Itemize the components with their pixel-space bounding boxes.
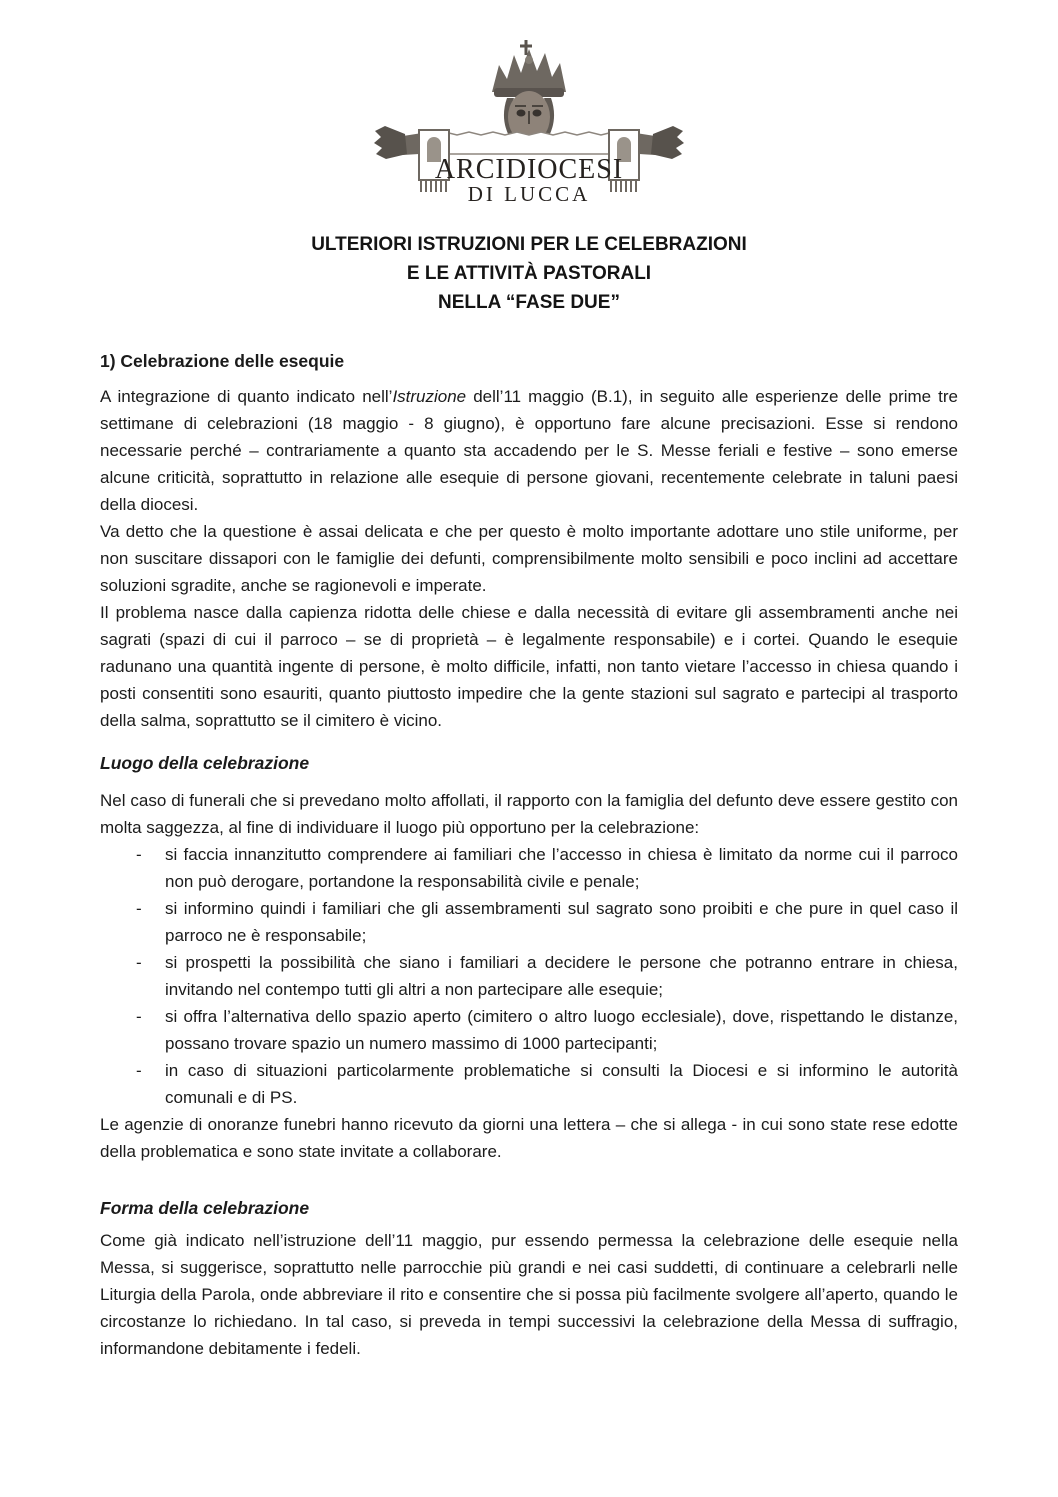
dash-marker: - — [136, 953, 142, 972]
paragraph-luogo-intro: Nel caso di funerali che si prevedano molto affollati, il rapporto con la famiglia del defunto deve essere gestito con molta saggezza, al fine di individuare il luogo più opportuno per la celebrazione: — [100, 791, 958, 837]
list-item — [100, 841, 958, 895]
left-hand-icon — [374, 126, 407, 159]
paragraph-il-problema: Il problema nasce dalla capienza ridotta delle chiese e dalla necessità di evitare gli assembramenti anche nei sagrati (spazi di cui il parroco – se di proprietà – è legalmente responsabile) e i cortei. Quando le esequie radunano una quantità ingente di persone, è molto difficile, infatti, non tanto vietare l’accesso in chiesa quando i posti consentiti sono esauriti, quanto piuttosto impedire che la gente stazioni sul sagrato e partecipi al trasporto della salma, soprattutto se il cimitero è vicino. — [100, 603, 958, 730]
logo-wordmark-line1: ARCIDIOCESI — [434, 154, 624, 185]
document-title — [100, 230, 958, 317]
paragraph-agenzie: Le agenzie di onoranze funebri hanno ricevuto da giorni una lettera – che si allega - in cui sono state rese edotte della problematica e sono state invitate a collaborare. — [100, 1115, 958, 1161]
document-title-line2: E LE ATTIVITÀ PASTORALI — [406, 263, 652, 284]
dash-marker: - — [136, 1061, 142, 1080]
paragraph-forma: Come già indicato nell’istruzione dell’11 maggio, pur essendo permessa la celebrazione delle esequie nella Messa, si suggerisce, soprattutto nelle parrocchie più grandi e nei casi suddetti, di continuare a celebrarli nelle Liturgia della Parola, onde abbreviare il rito e consentire che si possa più facilmente svolgere all’aperto, quando le circostanze lo richiedano. In tal caso, si preveda in tempi successivi la celebrazione della Messa di suffragio, informandone debitamente i fedeli. — [100, 1231, 958, 1358]
dash-marker: - — [136, 1007, 142, 1026]
banner-icon — [433, 132, 625, 154]
list-item-text: si prospetti la possibilità che siano i familiari a decidere le persone che potranno entrare in chiesa, invitando nel contempo tutti gli altri a non partecipare alle esequie; — [165, 953, 958, 999]
bullet-list — [100, 841, 958, 1111]
volto-santo-emblem — [373, 38, 685, 206]
document-body — [0, 230, 1058, 1362]
list-item-text: si informino quindi i familiari che gli assembramenti sul sagrato sono proibiti e che pure in quel caso il parroco ne è responsabile; — [165, 899, 958, 945]
paragraph-intro-italic-term: Istruzione — [392, 387, 467, 406]
subsection-heading-luogo: Luogo della celebrazione — [100, 753, 310, 773]
paragraph-intro-pre: A integrazione di quanto indicato nell’ — [100, 387, 393, 406]
crown-icon — [492, 49, 566, 92]
right-hand-icon — [651, 126, 684, 159]
list-item-text: si faccia innanzitutto comprendere ai familiari che l’accesso in chiesa è limitato da norme cui il parroco non può derogare, portandone la responsabilità civile e penale; — [165, 845, 958, 891]
document-title-line1: ULTERIORI ISTRUZIONI PER LE CELEBRAZIONI — [311, 234, 747, 255]
list-item-text: in caso di situazioni particolarmente problematiche si consulti la Diocesi e si informino le autorità comunali e di PS. — [165, 1061, 958, 1107]
list-item-text: si offra l’alternativa dello spazio aperto (cimitero o altro luogo ecclesiale), dove, rispettando le distanze, possano trovare spazio un numero massimo di 1000 partecipanti; — [165, 1007, 958, 1053]
document-title-line3: NELLA “FASE DUE” — [438, 292, 620, 313]
subsection-heading-forma: Forma della celebrazione — [100, 1198, 310, 1218]
list-item — [100, 1003, 958, 1057]
list-item — [100, 949, 958, 1003]
list-item — [100, 1057, 958, 1111]
list-item — [100, 895, 958, 949]
paragraph-intro — [100, 383, 958, 518]
dash-marker: - — [136, 899, 142, 918]
diocese-logo — [0, 0, 1058, 206]
section-heading-esequie: 1) Celebrazione delle esequie — [100, 351, 345, 371]
logo-wordmark-line2: DI LUCCA — [467, 182, 591, 206]
paragraph-va-detto: Va detto che la questione è assai delicata e che per questo è molto importante adottare uno stile uniforme, per non suscitare dissapori con le famiglie dei defunti, comprensibilmente molto sensibili e poco inclini ad accettare soluzioni sgradite, anche se ragionevoli e imperate. — [100, 522, 958, 595]
dash-marker: - — [136, 845, 142, 864]
paragraph-intro-post: dell’11 maggio (B.1), in seguito alle esperienze delle prime tre settimane di celebrazioni (18 maggio - 8 giugno), è opportuno fare alcune precisazioni. Esse si rendono necessarie perché – contrariamente a quanto sta accadendo per le S. Messe feriali e festive – sono emerse alcune criticità, soprattutto in relazione alle esequie di persone giovani, recentemente celebrate in taluni paesi della diocesi. — [100, 387, 958, 514]
